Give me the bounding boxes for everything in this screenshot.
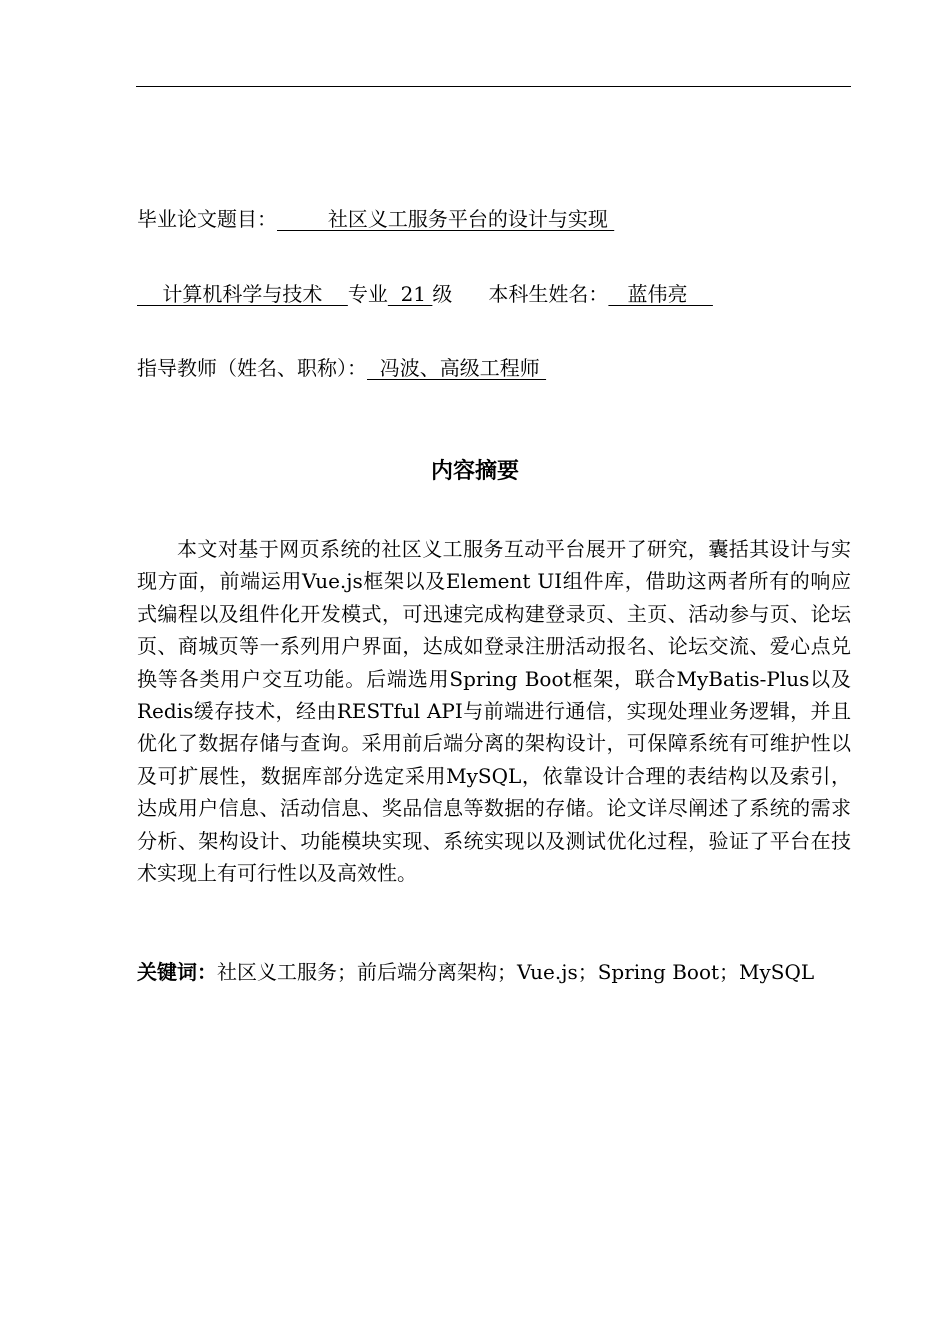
abstract-body: 本文对基于网页系统的社区义工服务互动平台展开了研究，囊括其设计与实现方面，前端运用Vue.js框架以及Element UI组件库，借助这两者所有的响应式编程以及组件化开发模式，可迅速完成构建登录页、主页、活动参与页、论坛页、商城页等一系列用户界面，达成如登录注册活动报名、论坛交流、爱心点兑换等各类用户交互功能。后端选用Spring Boot框架，联合MyBatis-Plus以及Redis缓存技术，经由RESTful API与前端进行通信，实现处理业务逻辑，并且优化了数据存储与查询。采用前后端分离的架构设计，可保障系统有可维护性以及可扩展性，数据库部分选定采用MySQL，依靠设计合理的表结构以及索引，达成用户信息、活动信息、奖品信息等数据的存储。论文详尽阐述了系统的需求分析、架构设计、功能模块实现、系统实现以及测试优化过程，验证了平台在技术实现上有可行性以及高效性。 — [137, 537, 851, 886]
keywords-label: 关键词： — [137, 960, 217, 984]
student-info-row — [137, 281, 713, 307]
advisor-row — [137, 355, 546, 381]
grade-field: 21 — [387, 282, 433, 306]
thesis-title-label: 毕业论文题目： — [137, 207, 277, 231]
keywords-text: 社区义工服务；前后端分离架构；Vue.js；Spring Boot；MySQL — [217, 960, 815, 984]
thesis-title: 社区义工服务平台的设计与实现 — [277, 207, 615, 231]
header-rule — [136, 86, 851, 87]
major-suffix: 专业 — [347, 282, 388, 306]
advisor-name: 冯波、高级工程师 — [367, 356, 547, 380]
abstract-heading: 内容摘要 — [430, 459, 519, 484]
advisor-label: 指导教师（姓名、职称）： — [137, 356, 367, 380]
student-name-label: 本科生姓名： — [488, 282, 609, 306]
keywords-paragraph — [137, 952, 851, 992]
thesis-title-row — [137, 206, 614, 232]
student-name: 蓝伟亮 — [608, 282, 713, 306]
major-field: 计算机科学与技术 — [137, 282, 348, 306]
grade-suffix: 级 — [432, 282, 453, 306]
